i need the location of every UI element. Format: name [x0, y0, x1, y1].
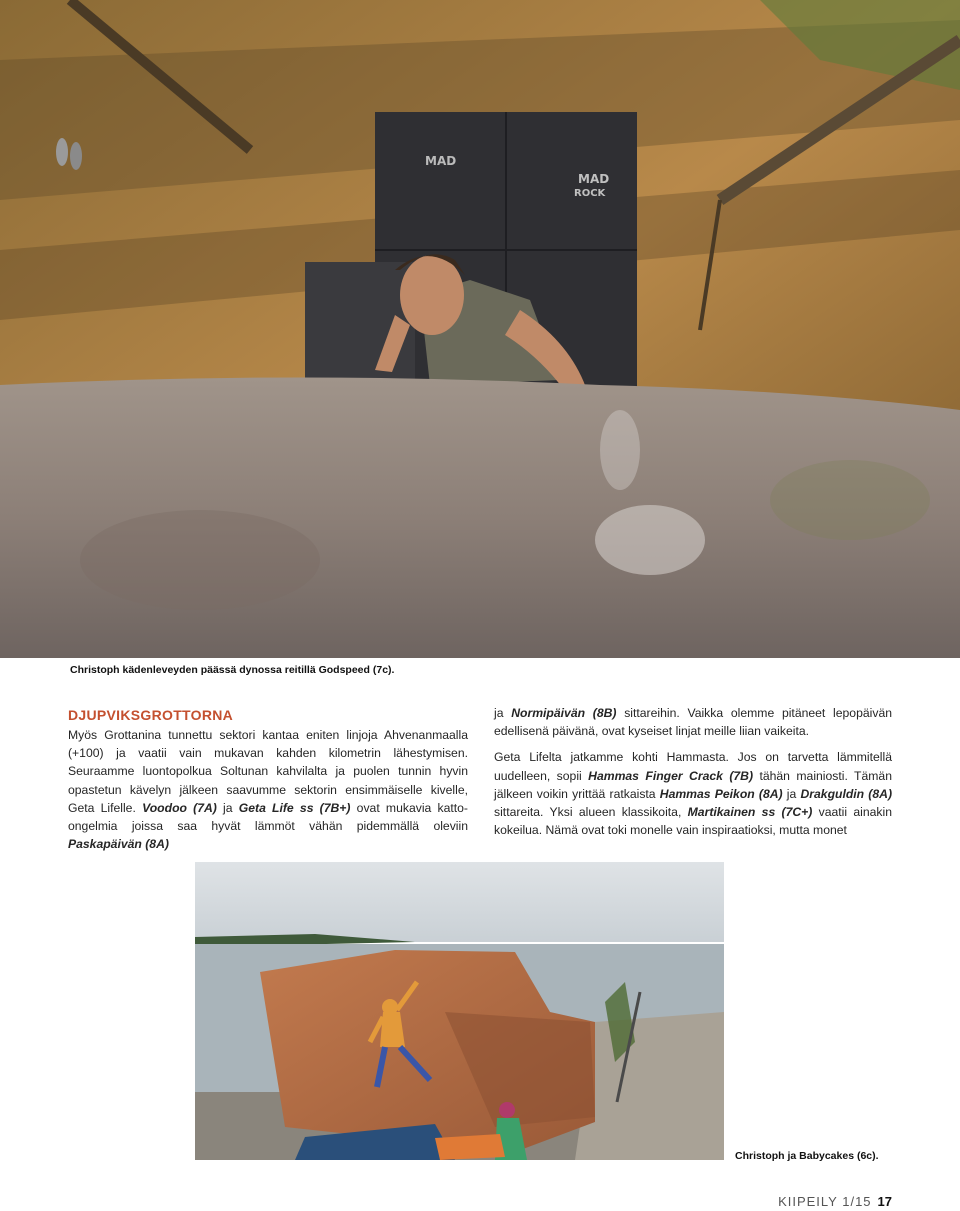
article-column-left: [68, 706, 468, 853]
article-paragraph: Geta Lifelta jatkamme kohti Hammasta. Jos on tarvetta lämmitellä uudelleen, sopii Hammas Finger Crack (7B) tähän mainiosti. Tämän jälkeen voikin yrittää ratkaista Hammas Peikon (8A) ja Drakguldin (8A) sittareita. Yksi alueen klassikoita, Martikainen ss (7C+) vaatii ainakin kokeilua. Nämä ovat toki monelle vain inspiraatioksi, mutta monet: [494, 750, 892, 838]
route-name: Drakguldin (8A): [800, 786, 892, 801]
photo-caption: Christoph ja Babycakes (6c).: [735, 1150, 879, 1162]
route-name: Martikainen ss (7C+): [687, 805, 813, 820]
page-footer: [778, 1194, 892, 1209]
pad-brand-text: MAD: [578, 172, 610, 186]
magazine-issue: KIIPEILY 1/15: [778, 1194, 872, 1209]
photo-caption: Christoph kädenleveyden päässä dynossa reitillä Godspeed (7c).: [70, 664, 395, 676]
route-name: Voodoo (7A): [142, 800, 217, 815]
route-name: Hammas Peikon (8A): [659, 786, 783, 801]
article-paragraph: Myös Grottanina tunnettu sektori kantaa eniten linjoja Ahvenanmaalla (+100) ja vaatii vain mukavan kahden kilometrin lähestymisen. Seuraamme luontopolkua Soltunan kahvilalta ja puolen tunnin hyvin opastetun kävelyn jälkeen saavumme sektorin ensimmäiselle kivelle, Geta Lifelle. Voodoo (7A) ja Geta Life ss (7B+) ovat mukavia katto-ongelmia joissa saa hyvät lämmöt vähän pidemmällä oleviin Paskapäivän (8A): [68, 728, 468, 852]
route-name: Hammas Finger Crack (7B): [588, 768, 754, 783]
article-paragraph: ja Normipäivän (8B) sittareihin. Vaikka olemme pitäneet lepopäivän edellisenä päivänä, ovat kyseiset linjat meille liian vaikeita.: [494, 706, 893, 739]
babycakes-boulder-photo: [195, 862, 724, 1160]
page-number: 17: [877, 1194, 892, 1209]
article-column-right: [494, 704, 892, 839]
route-name: Geta Life ss (7B+): [238, 800, 351, 815]
route-name: Paskapäivän (8A): [68, 837, 169, 852]
pad-brand-text: MAD: [425, 154, 457, 168]
route-name: Normipäivän (8B): [511, 706, 617, 720]
pad-brand-text: ROCK: [574, 188, 606, 199]
section-heading: DJUPVIKSGROTTORNA: [68, 707, 234, 723]
